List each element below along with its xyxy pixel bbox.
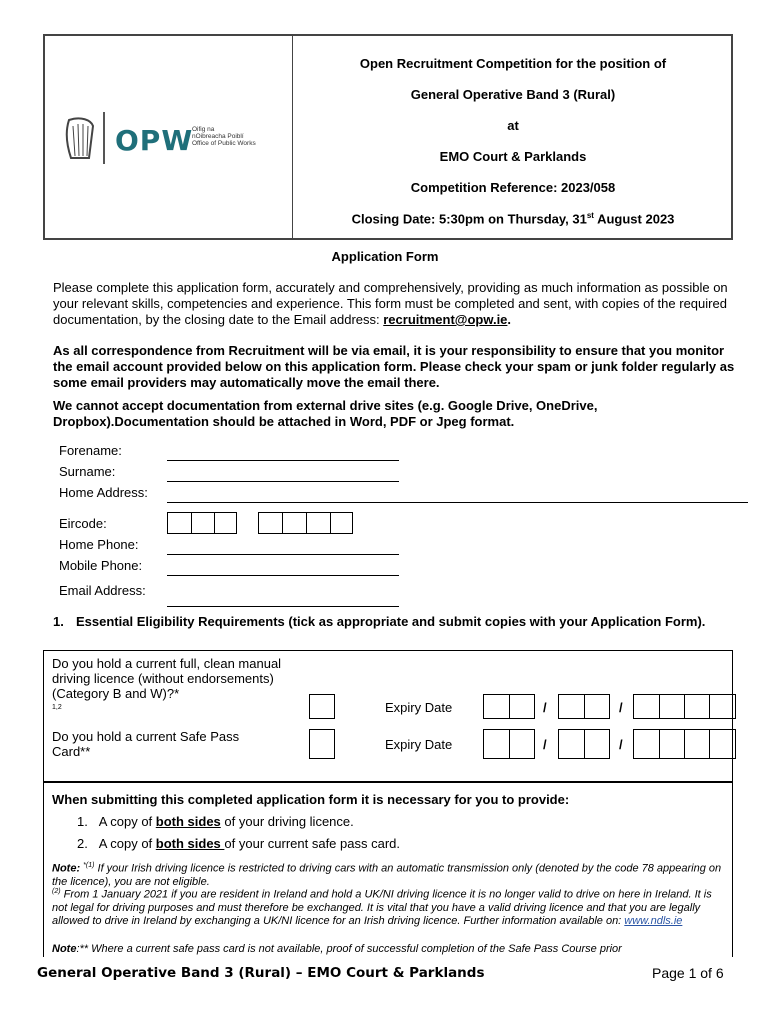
opw-logo-subtitle: Oifig na nOibreacha Poiblí Office of Public Works bbox=[192, 126, 256, 147]
safe-pass-checkbox[interactable] bbox=[309, 729, 335, 759]
ndls-link[interactable]: www.ndls.ie bbox=[624, 914, 683, 927]
requirements-notes-box bbox=[43, 782, 733, 957]
date-separator: / bbox=[619, 737, 623, 752]
opw-logo bbox=[63, 112, 283, 168]
provide-heading: When submitting this completed application form it is necessary for you to provide: bbox=[52, 792, 570, 807]
competition-line: Open Recruitment Competition for the position of bbox=[359, 56, 667, 71]
intro-paragraph: Please complete this application form, accurately and comprehensively, providing as much information as possible on your relevant skills, competencies and experience. This form must be completed and sent, with copies of the required documentation, by the closing date to the Email address: recruitment@opw.ie. bbox=[53, 280, 728, 327]
footer-title: General Operative Band 3 (Rural) – EMO Court & Parklands bbox=[37, 965, 485, 981]
competition-reference: Competition Reference: 2023/058 bbox=[410, 180, 616, 195]
provide-item-1: 1. A copy of both sides of your driving licence. bbox=[77, 814, 354, 829]
note-automatic-licence: Note: $^{*(1)}$ If your Irish driving licence is restricted to driving cars with an automatic transmission only (denoted by the code 78 appearing on the licence), you are not eligible. bbox=[52, 862, 722, 888]
documentation-warning: We cannot accept documentation from external drive sites (e.g. Google Drive, OneDrive, Dropbox).Documentation should be attached in Word, PDF or Jpeg format. bbox=[53, 398, 598, 429]
home-phone-label: Home Phone: bbox=[59, 537, 139, 552]
section-number: 1. bbox=[53, 614, 64, 629]
safe-pass-expiry-month[interactable] bbox=[558, 729, 610, 759]
home-phone-field[interactable] bbox=[167, 554, 399, 555]
eircode-unique-identifier-boxes[interactable] bbox=[258, 512, 353, 534]
form-title: Application Form bbox=[331, 249, 439, 264]
email-address-field[interactable] bbox=[167, 606, 399, 607]
driving-licence-expiry-day[interactable] bbox=[483, 694, 535, 719]
provide-item-2: 2. A copy of both sides of your current safe pass card. bbox=[77, 836, 400, 851]
eligibility-table bbox=[43, 650, 733, 782]
date-separator: / bbox=[543, 700, 547, 715]
section-heading: Essential Eligibility Requirements (tick as appropriate and submit copies with your Application Form). bbox=[76, 614, 706, 629]
header-table bbox=[43, 34, 733, 240]
page-number: Page 1 of 6 bbox=[652, 965, 724, 981]
safe-pass-question: Do you hold a current Safe Pass Card** bbox=[52, 729, 240, 759]
driving-licence-expiry-year[interactable] bbox=[633, 694, 736, 719]
note-safe-pass: Note:** Where a current safe pass card is not available, proof of successful completion of the Safe Pass Course prior bbox=[52, 943, 622, 955]
forename-label: Forename: bbox=[59, 443, 122, 458]
closing-date: Closing Date: 5:30pm on Thursday, 31st August 2023 bbox=[351, 211, 675, 227]
driving-licence-expiry-label: Expiry Date bbox=[385, 700, 453, 715]
position-title: General Operative Band 3 (Rural) bbox=[410, 87, 616, 102]
eircode-routing-key-boxes[interactable] bbox=[167, 512, 237, 534]
date-separator: / bbox=[543, 737, 547, 752]
surname-label: Surname: bbox=[59, 464, 116, 479]
date-separator: / bbox=[619, 700, 623, 715]
home-address-field[interactable] bbox=[167, 502, 748, 503]
driving-licence-expiry-month[interactable] bbox=[558, 694, 610, 719]
safe-pass-expiry-label: Expiry Date bbox=[385, 737, 453, 752]
harp-icon bbox=[63, 116, 97, 162]
recruitment-email-link[interactable]: recruitment@opw.ie bbox=[383, 312, 508, 327]
eircode-label: Eircode: bbox=[59, 516, 107, 531]
surname-field[interactable] bbox=[167, 481, 399, 482]
email-address-label: Email Address: bbox=[59, 583, 146, 598]
at-line: at bbox=[507, 118, 519, 133]
mobile-phone-label: Mobile Phone: bbox=[59, 558, 143, 573]
safe-pass-expiry-day[interactable] bbox=[483, 729, 535, 759]
opw-logo-text: OPW bbox=[115, 124, 194, 157]
driving-licence-checkbox[interactable] bbox=[309, 694, 335, 719]
mobile-phone-field[interactable] bbox=[167, 575, 399, 576]
location-line: EMO Court & Parklands bbox=[439, 149, 587, 164]
email-warning: As all correspondence from Recruitment will be via email, it is your responsibility to ensure that you monitor the email account provided below on this application form. Please check your spam or junk folder regularly as some email providers may automatically move the email there. bbox=[53, 343, 735, 390]
forename-field[interactable] bbox=[167, 460, 399, 461]
driving-licence-question: Do you hold a current full, clean manual driving licence (without endorsements) (Category B and W)?* $^{1,2}$ bbox=[52, 656, 282, 711]
note-uk-licence: $^{(2)}$ From 1 January 2021 if you are resident in Ireland and hold a UK/NI driving licence it is no longer valid to drive on here in Ireland. It is not legal for driving purposes and must therefore be exchanged. It is vital that you have a valid driving licence and that you are legally allowed to drive in Ireland by exchanging a UK/NI licence for an Irish driving licence. Further information available on: www.ndls.ie bbox=[52, 888, 712, 927]
safe-pass-expiry-year[interactable] bbox=[633, 729, 736, 759]
home-address-label: Home Address: bbox=[59, 485, 148, 500]
